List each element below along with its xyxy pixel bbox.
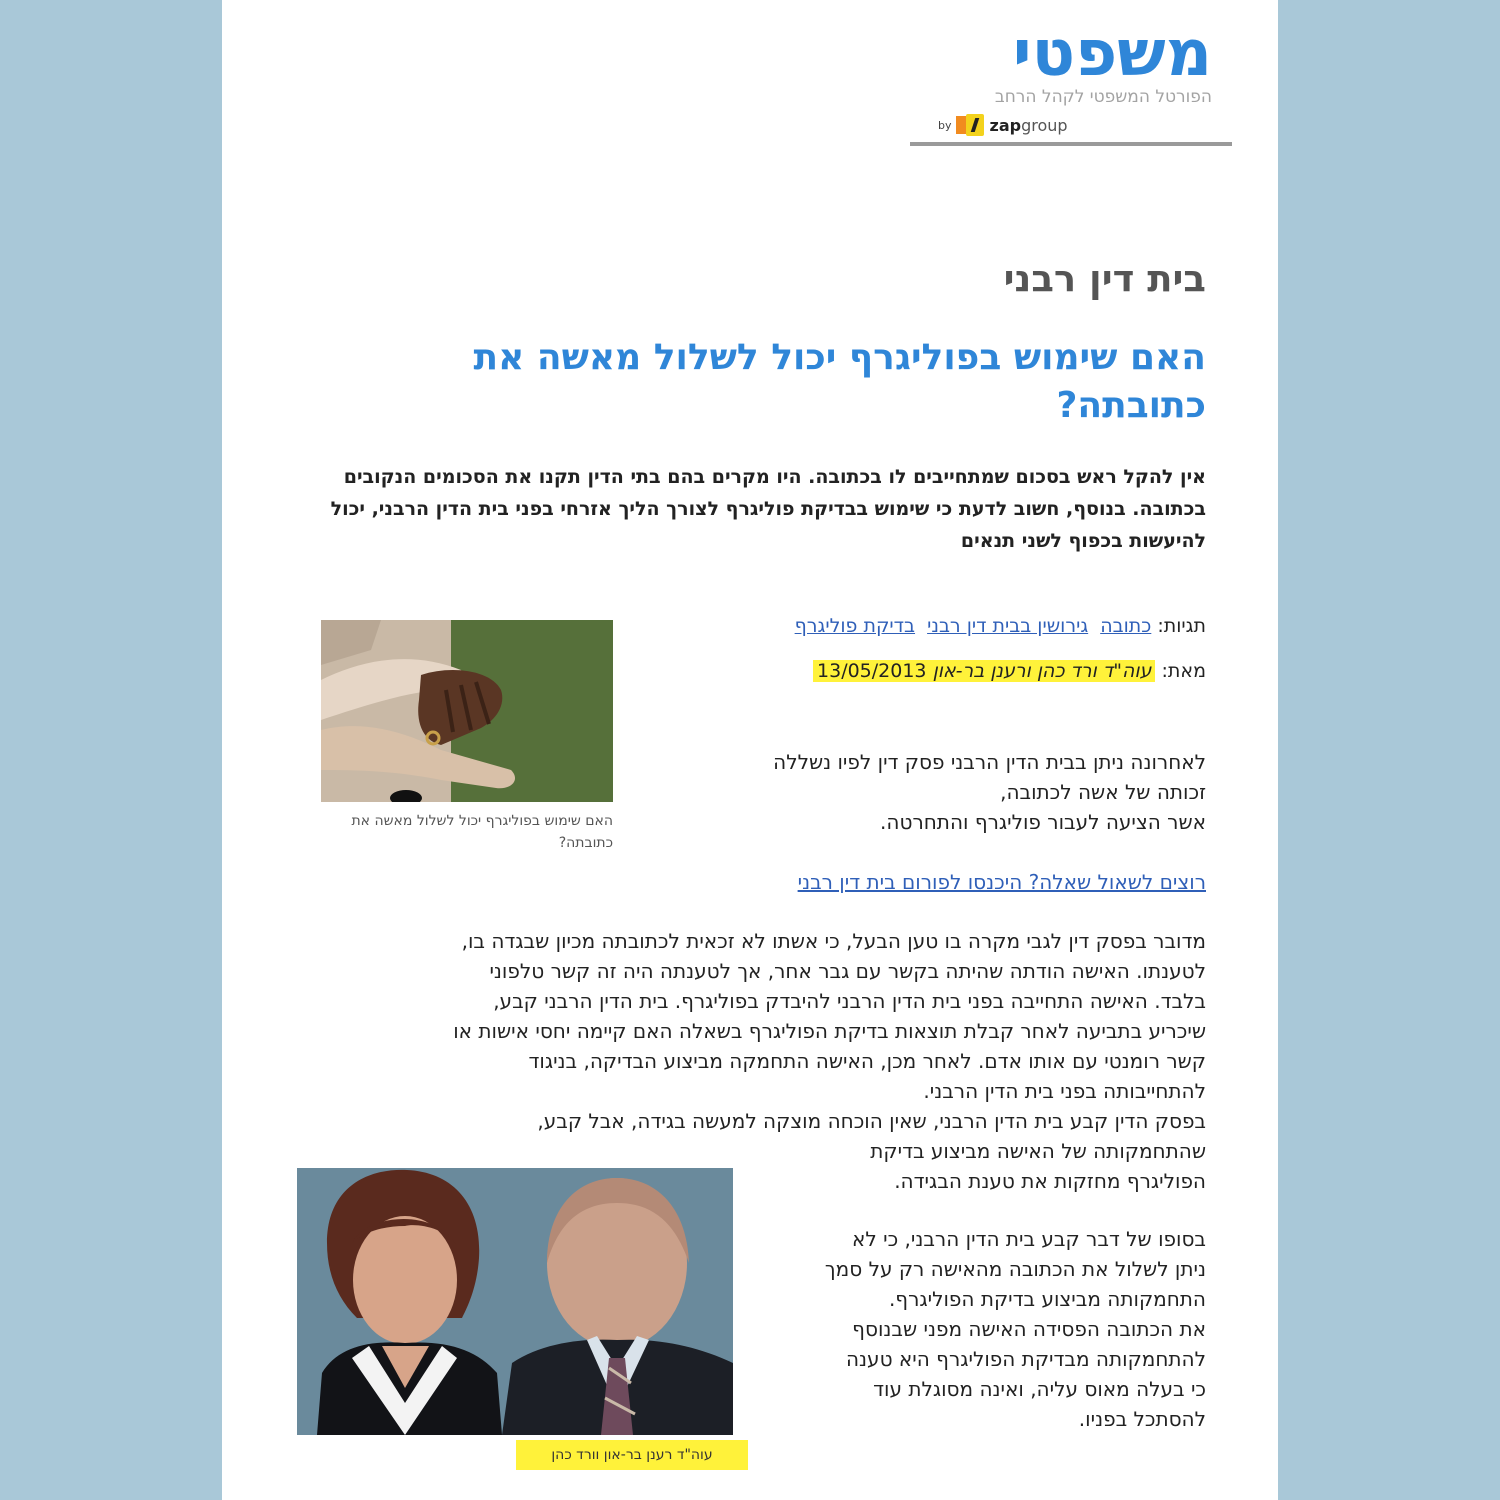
tag-link[interactable]: כתובה — [1100, 615, 1152, 637]
author-label: מאת: — [1161, 660, 1206, 682]
text-line: לטענתו. האישה הודתה שהיתה בקשר עם גבר אחר, אך לטענתה היה זה קשר טלפוני — [489, 959, 1206, 983]
text-line: להתחייבותה בפני בית הדין הרבני. — [923, 1079, 1206, 1103]
text-line: מדובר בפסק דין לגבי מקרה בו טען הבעל, כי אשתו לא זכאית לכתובתה מכיון שבגדה בו, — [461, 929, 1206, 953]
text-line: התחמקותה מביצוע בדיקת הפוליגרף. — [888, 1287, 1206, 1311]
text-line: ניתן לשלול את הכתובה מהאישה רק על סמך — [824, 1257, 1206, 1281]
text-line: שהתחמקותה של האישה מביצוע בדיקת — [870, 1139, 1206, 1163]
ring-photo — [321, 620, 613, 802]
text-line: לאחרונה ניתן בבית הדין הרבני פסק דין לפיו נשללה — [773, 750, 1206, 774]
ring-hands-illustration — [321, 620, 613, 802]
text-line: להסתכל בפניו. — [1078, 1407, 1206, 1431]
text-line: כי בעלה מאוס עליה, ואינה מסוגלת עוד — [873, 1377, 1206, 1401]
ring-photo-caption: האם שימוש בפוליגרף יכול לשלול מאשה את כתובתה? — [351, 813, 613, 851]
text-line: להתחמקותה מבדיקת הפוליגרף היא טענה — [845, 1347, 1206, 1371]
tags-label: תגיות: — [1157, 615, 1206, 637]
text-line: אשר הציעה לעבור פוליגרף והתחרטה. — [880, 810, 1206, 834]
by-label: by — [938, 118, 952, 132]
paragraph-conclusion — [752, 1224, 1206, 1436]
document-page — [222, 0, 1278, 1500]
zap-logo-icon — [956, 114, 986, 136]
zapgroup-logo — [938, 112, 1068, 138]
article-title: האם שימוש בפוליגרף יכול לשלול מאשה את כתובתה? — [473, 337, 1206, 426]
text-line: זכותה של אשה לכתובה, — [1000, 780, 1206, 804]
section-title: בית דין רבני — [1003, 257, 1206, 300]
text-line: הפוליגרף מחזקות את טענת הבגידה. — [894, 1169, 1206, 1193]
site-tagline: הפורטל המשפטי לקהל הרחב — [994, 87, 1212, 107]
forum-link-row — [672, 866, 1206, 898]
lawyers-photo — [297, 1168, 733, 1435]
text-line: קשר רומנטי עם אותו אדם. לאחר מכן, האישה התחמקה מביצוע הבדיקה, בניגוד — [528, 1049, 1206, 1073]
publish-date: 13/05/2013 — [817, 660, 927, 682]
tag-link[interactable]: גירושין בבית דין רבני — [927, 615, 1089, 637]
paragraph-case — [306, 926, 1206, 1108]
lawyers-portrait-illustration — [297, 1168, 733, 1435]
text-line: שיכריע בתביעה לאחר קבלת תוצאות בדיקת הפוליגרף בשאלה האם קיימה יחסי אישות או — [453, 1019, 1206, 1043]
header-divider — [910, 142, 1232, 146]
paragraph-intro — [672, 747, 1206, 839]
article-lead: אין להקל ראש בסכום שמתחייבים לו בכתובה. היו מקרים בהם בתי הדין תקנו את הסכומים הנקובים בכתובה. בנוסף, חשוב לדעת כי שימוש בבדיקת פוליגרף לצורך הליך אזרחי בפני בית הדין הרבני, יכול להיעשות בכפוף לשני תנאים — [330, 466, 1206, 552]
lawyers-photo-caption: עוה"ד רענן בר-און וורד כהן — [516, 1440, 748, 1470]
author-highlight — [813, 660, 1155, 682]
text-line: בסופו של דבר קבע בית הדין הרבני, כי לא — [852, 1227, 1206, 1251]
text-line: בפסק הדין קבע בית הדין הרבני, שאין הוכחה מוצקה למעשה בגידה, אבל קבע, — [537, 1109, 1206, 1133]
tag-link[interactable]: בדיקת פוליגרף — [794, 615, 916, 637]
text-line: בלבד. האישה התחייבה בפני בית הדין הרבני להיבדק בפוליגרף. בית הדין הרבני קבע, — [493, 989, 1206, 1013]
author-name[interactable]: עוה"ד ורד כהן ורענן בר-און — [932, 660, 1152, 682]
zapgroup-name: zapgroup — [989, 115, 1068, 135]
author-row — [602, 656, 1206, 686]
tags-row — [602, 612, 1206, 640]
site-logo-wordmark[interactable]: משפטי — [1012, 17, 1212, 91]
text-line: את הכתובה הפסידה האישה מפני שבנוסף — [852, 1317, 1206, 1341]
forum-link[interactable]: רוצים לשאול שאלה? היכנסו לפורום בית דין רבני — [797, 870, 1206, 894]
